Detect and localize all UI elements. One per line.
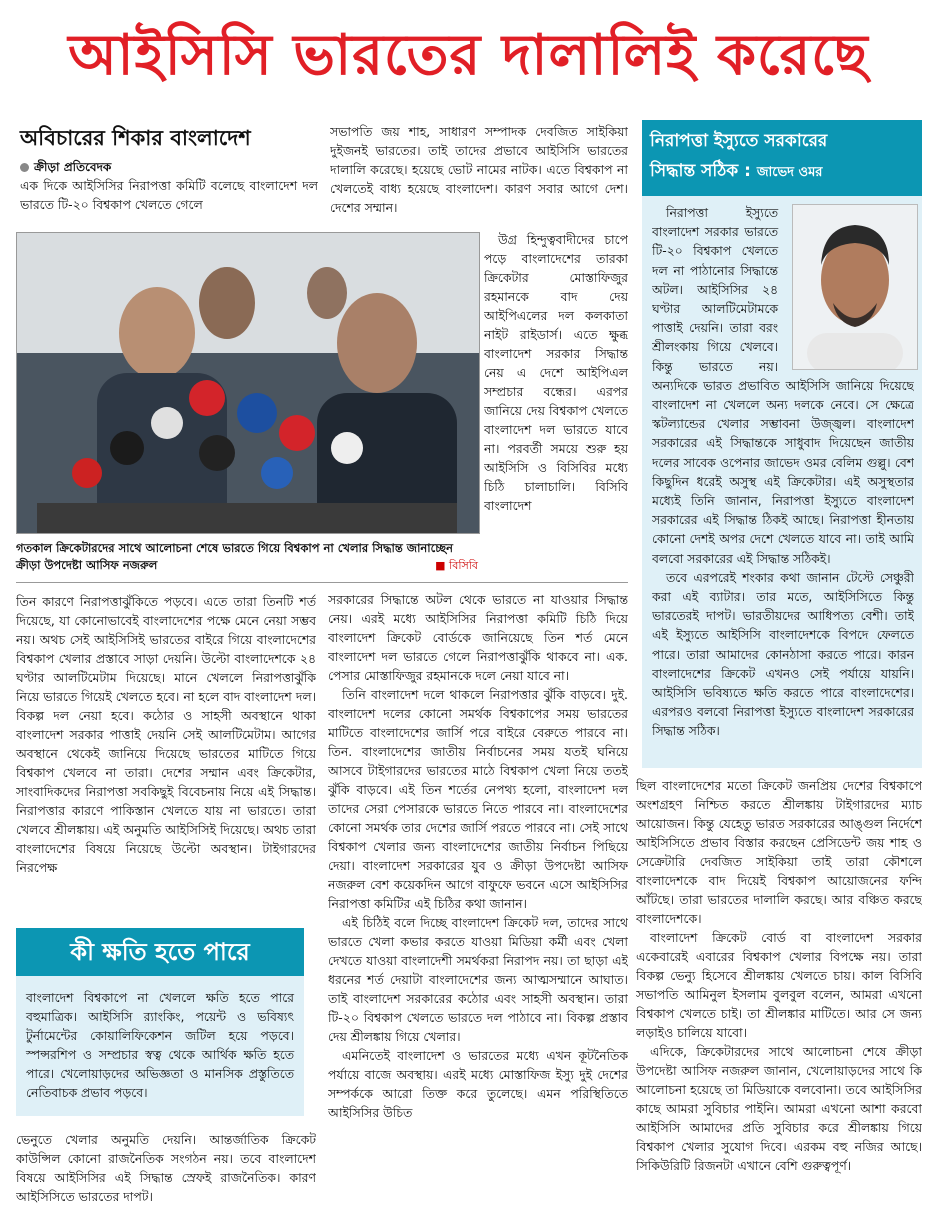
sidebar-para-1: নিরাপত্তা ইস্যুতে বাংলাদেশ সরকার ভারতে টি-২০ বিশ্বকাপ খেলতে দল না পাঠানোর সিদ্ধান্তে অটল। আইসিসির ২৪ ঘণ্টার আলটিমেটামকে পাত্তাই দেয়নি। তারা বরং শ্রীলংকায় গিয়ে খেলবে। কিন্তু ভারতে নয়। অন্যদিকে ভারত প্রভাবিত আইসিসি জানিয়ে দিয়েছে বাংলাদেশ না খেললে অন্য দলকে নেবে। সে ক্ষেত্রে স্কটল্যান্ডের খেলার সম্ভাবনা উজ্জ্বল। বাংলাদেশ সরকারের এই সিদ্ধান্তকে সাধুবাদ দিয়েছেন জাতীয় দলের সাবেক ওপেনার জাভেদ ওমর বেলিম গুল্লু। বেশ কিছুদিন ধরেই অসুস্থ এই ক্রিকেটার। এই অসুস্থতার মধ্যেই তিনি জানান, নিরাপত্তা ইস্যুতে বাংলাদেশ সরকারের এই সিদ্ধান্ত ঠিকই আছে। নিরাপত্তা হীনতায় কোনো দেশই অপর দেশে খেলতে যাবে না। তাই আমি বলবো সরকারের এই সিদ্ধান্ত সঠিকই।	[652, 206, 914, 566]
col2-para-4: এমনিতেই বাংলাদেশ ও ভারতের মধ্যে এখন কূটনৈতিক পর্যায়ে বাজে অবস্থায়। এরই মধ্যে মোস্তাফিজ ইস্যু দুই দেশের সম্পর্ককে আরো তিক্ত করে তুলেছে। এমন পরিস্থিতিতে আইসিসির উচিত	[328, 1048, 628, 1120]
col2-top	[330, 122, 628, 230]
col2-para-1: সরকারের সিদ্ধান্তে অটল থেকে ভারতে না যাওয়ার সিদ্ধান্ত নেয়। এরই মধ্যে আইসিসির নিরাপত্তা কমিটি চিঠি দিয়ে বাংলাদেশ ক্রিকেট বোর্ডকে জানিয়েছে তিন শর্ত মেনে বাংলাদেশ দল ভারতে গেলে নিরাপত্তাঝুঁকি থাকবে না। এক. পেসার মোস্তাফিজুর রহমানকে দলে নেয়া যাবে না।	[328, 592, 628, 683]
photo-illustration	[17, 233, 479, 533]
loss-box-text: বাংলাদেশ বিশ্বকাপে না খেললে ক্ষতি হতে পারে বহুমাত্রিক। আইসিসি র‍্যাংকিং, পয়েন্ট ও ভবিষ্যৎ টুর্নামেন্টের কোয়ালিফিকেশন জটিল হয়ে পড়বে। স্পন্সরশিপ ও সম্প্রচার স্বত্ব থেকে আর্থিক ক্ষতি হতে পারে। খেলোয়াড়দের অভিজ্ঞতা ও মানসিক প্রস্তুতিতে নেতিবাচক প্রভাব পড়বে।	[26, 990, 294, 1100]
col2-para-3: এই চিঠিই বলে দিচ্ছে বাংলাদেশ ক্রিকেট দল, তাদের সাথে ভারতে খেলা কভার করতে যাওয়া মিডিয়া কর্মী এবং খেলা দেখতে যাওয়া বাংলাদেশী সমর্থকরা নিরাপদ নয়। তা ছাড়া এই ধরনের শর্ত দেয়াটা বাংলাদেশের জন্য আত্মসম্মানে আঘাত। তাই বাংলাদেশ সরকারের কঠোর এবং সাহসী অবস্থান। তারা টি-২০ বিশ্বকাপ খেলতে ভারতে দল পাঠাবে না। বিকল্প প্রস্তাব দেয় শ্রীলঙ্কায় গিয়ে খেলার।	[328, 915, 628, 1044]
sidebar-header	[642, 120, 922, 196]
caption-text: গতকাল ক্রিকেটারদের সাথে আলোচনা শেষে ভারতে গিয়ে বিশ্বকাপ না খেলার সিদ্ধান্ত জানাচ্ছেন ক্রীড়া উপদেষ্টা আসিফ নজরুল	[16, 541, 453, 572]
sidebar-title-text: সিদ্ধান্ত সঠিক :	[650, 161, 751, 181]
photo-caption	[16, 540, 478, 574]
main-headline: আইসিসি ভারতের দালালিই করেছে	[68, 23, 869, 88]
col1-lower-text: তিন কারণে নিরাপত্তাঝুঁকিতে পড়বে। এতে তারা তিনটি শর্ত দিয়েছে, যা কোনোভাবেই বাংলাদেশের পক্ষে মেনে নেয়া সম্ভব নয়। অথচ সেই আইসিসিই ভারতের বাইরে গিয়ে বাংলাদেশের বিশ্বকাপ খেলার প্রস্তাবে সাড়া দেয়নি। উল্টো বাংলাদেশকে ২৪ ঘণ্টার আলটিমেটাম দিয়েছে। মানে খেললে নিরাপত্তাঝুঁকি নিয়ে ভারতে গিয়েই খেলতে হবে। না হলে বাদ বাংলাদেশ দল। বিকল্প দল নেয়া হবে। কঠোর ও সাহসী অবস্থানে থাকা বাংলাদেশ সরকার পাত্তাই দেয়নি সেই আলটিমেটাম। আগের অবস্থানে থেকেই জানিয়ে দিয়েছে ভারতের মাটিতে গিয়ে বিশ্বকাপ খেলবে না তারা। দেশের সম্মান এবং ক্রিকেটার, সাংবাদিকদের নিরাপত্তা সবকিছুই বিবেচনায় নিয়ে এই সিদ্ধান্ত। নিরাপত্তার কারণে পাকিস্তান খেলতে যায় না ভারতে। তারা খেলবে শ্রীলঙ্কায়। এই অনুমতি আইসিসিই দিয়েছে। অথচ তারা বাংলাদেশের বিষয়ে নিয়েছে উল্টো অবস্থান। টাইগারদের নিরপেক্ষ	[16, 594, 316, 875]
col2-para-2: তিনি বাংলাদেশ দলে থাকলে নিরাপত্তার ঝুঁকি বাড়বে। দুই. বাংলাদেশ দলের কোনো সমর্থক বিশ্বকাপের সময় ভারতের মাটিতে বাংলাদেশের জার্সি পরে বাইরে বেরুতে পারবে না। তিন. বাংলাদেশের জাতীয় নির্বাচনের সময় যতই ঘনিয়ে আসবে টাইগারদের ভারতের মাঠে বিশ্বকাপ খেলা নিয়ে ততই ঝুঁকি বাড়বে। এই তিন শর্তের নেপথ্য হলো, বাংলাদেশ দল তাদের সেরা পেসারকে ভারতে নিতে পারবে না। বাংলাদেশের কোনো সমর্থক তার দেশের জার্সি পরতে পারবে না। সেই সাথে বিশ্বকাপ খেলার জন্য বাংলাদেশের জাতীয় নির্বাচন পিছিয়ে দেয়া। বাংলাদেশ সরকারের যুব ও ক্রীড়া উপদেষ্টা আসিফ নজরুল বেশ কয়েকদিন আগে বাফুফে ভবনে এসে আইসিসির নিরাপত্তা কমিটির এই চিঠির কথা জানান।	[328, 687, 628, 911]
sidebar-body	[642, 196, 922, 768]
col3-para-1: ছিল বাংলাদেশের মতো ক্রিকেট জনপ্রিয় দেশের বিশ্বকাপে অংশগ্রহণ নিশ্চিত করতে শ্রীলঙ্কায় টাইগারদের ম্যাচ আয়োজন। কিন্তু যেহেতু ভারত সরকারের আঙ্গুল নির্দেশে আইসিসিতে প্রভাব বিস্তার করছেন প্রেসিডেন্ট জয় শাহ ও সেক্রেটারি দেবজিত সাইকিয়া তাই তারা কৌশলে বাংলাদেশকে বাদ দিয়েই বিশ্বকাপ আয়োজনের ফন্দি আঁটছে। তারা ভারতের দালালি করছে। আর বঞ্চিত করছে বাংলাদেশকে।	[636, 778, 922, 926]
col2-side-text: উগ্র হিন্দুত্ববাদীদের চাপে পড়ে বাংলাদেশের তারকা ক্রিকেটার মোস্তাফিজুর রহমানকে বাদ দেয় আইপিএলের দল কলকাতা নাইট রাইডার্স। এতে ক্ষুব্ধ বাংলাদেশ সরকার সিদ্ধান্ত নেয় এ দেশে আইপিএল সম্প্রচার বন্ধের। এরপর জানিয়ে দেয় বিশ্বকাপ খেলতে বাংলাদেশ দল ভারতে যাবে না। পরবর্তী সময়ে শুরু হয় আইসিসি ও বিসিবির মধ্যে চিঠি চালাচালি। বিসিবি বাংলাদেশ	[484, 232, 628, 513]
col1-after-text: ভেনুতে খেলার অনুমতি দেয়নি। আন্তর্জাতিক ক্রিকেট কাউন্সিল কোনো রাজনৈতিক সংগঠন নয়। তবে বাংলাদেশ বিষয়ে আইসিসির এই সিদ্ধান্ত স্রেফই রাজনৈতিক। কারণ আইসিসিতে ভারতের দাপট।	[16, 1132, 316, 1204]
col3-para-2: বাংলাদেশ ক্রিকেট বোর্ড বা বাংলাদেশ সরকার একেবারেই এবারের বিশ্বকাপ খেলার বিপক্ষে নয়। তারা বিকল্প ভেন্যু হিসেবে শ্রীলঙ্কায় খেলতে চায়। কাল বিসিবি সভাপতি আমিনুল ইসলাম বুলবুল বলেন, আমরা এখনো বিশ্বকাপ খেলতে চাই। তা শ্রীলঙ্কার মাটিতে। আর সে জন্য লড়াইও চালিয়ে যাবো।	[636, 930, 922, 1040]
col2-top-text: সভাপতি জয় শাহ, সাধারণ সম্পাদক দেবজিত সাইকিয়া দুইজনই ভারতের। তাই তাদের প্রভাবে আইসিসি ভারতের দালালি করেছে। হয়েছে ভোট নামের নাটক। এতে বিশ্বকাপ না খেলতেই বাধ্য হয়েছে বাংলাদেশ। কারণ সবার আগে দেশ। দেশের সম্মান।	[330, 124, 628, 215]
sidebar-title-line1: নিরাপত্তা ইস্যুতে সরকারের	[650, 131, 828, 151]
byline	[20, 158, 320, 176]
col1-after-box	[16, 1130, 316, 1210]
press-conference-photo	[16, 232, 480, 534]
credit-text: বিসিবি	[449, 559, 478, 572]
intro-text: এক দিকে আইসিসির নিরাপত্তা কমিটি বলেছে বাংলাদেশ দল ভারতে টি-২০ বিশ্বকাপ খেলতে গেলে	[20, 178, 318, 212]
bullet-icon	[20, 163, 29, 172]
divider	[16, 582, 628, 583]
loss-box-body	[16, 976, 304, 1116]
sidebar-text	[652, 204, 914, 764]
sidebar-author: জাভেদ ওমর	[756, 165, 823, 180]
byline-text: ক্রীড়া প্রতিবেদক	[34, 160, 112, 174]
col2-side	[484, 230, 628, 582]
portrait-spacer	[778, 204, 914, 376]
story-intro	[20, 176, 318, 216]
sidebar-title-line2	[642, 156, 922, 188]
loss-box-text-wrap	[16, 976, 304, 1116]
story-title: অবিচারের শিকার বাংলাদেশ	[20, 126, 251, 150]
col2-lower	[328, 590, 628, 1215]
col1-lower	[16, 592, 316, 917]
sidebar-para-2: তবে এরপরেই শংকার কথা জানান টেস্টে সেঞ্চুরী করা এই ব্যাটার। তার মতে, আইসিসিতে কিন্তু ভারতেরই দাপট। ভারতীয়দের আধিপত্য বেশী। তাই এই ইস্যুতে আইসিসি বাংলাদেশকে বিপদে ফেলতে পারে। তারা আমাদের কোনঠাসা করতে পারে। কারন বাংলাদেশের ক্রিকেট এখনও সেই পর্যায়ে যায়নি। আইসিসি ভবিষ্যতে ক্ষতি করতে পারে বাংলাদেশের। এরপরও বলবো নিরাপত্তা ইস্যুতে বাংলাদেশ সরকারের সিদ্ধান্ত সঠিক।	[652, 570, 914, 739]
col3-para-3: এদিকে, ক্রিকেটারদের সাথে আলোচনা শেষে ক্রীড়া উপদেষ্টা আসিফ নজরুল জানান, খেলোয়াড়দের সাথে কি আলোচনা হয়েছে তা মিডিয়াকে বলবোনা। তবে আইসিসির কাছে আমরা সুবিচার পাইনি। আমরা এখনো আশা করবো আইসিসি আমাদের প্রতি সুবিচার করে শ্রীলঙ্কায় গিয়ে বিশ্বকাপ খেলার সুযোগ দিবে। এরকম বহু নজির আছে। সিকিউরিটি রিজনটা এখানে বেশি গুরুত্বপূর্ণ।	[636, 1044, 922, 1173]
loss-box-title: কী ক্ষতি হতে পারে	[16, 928, 304, 976]
photo-credit: ■ বিসিবি	[435, 559, 478, 572]
col3-lower	[636, 776, 922, 1216]
